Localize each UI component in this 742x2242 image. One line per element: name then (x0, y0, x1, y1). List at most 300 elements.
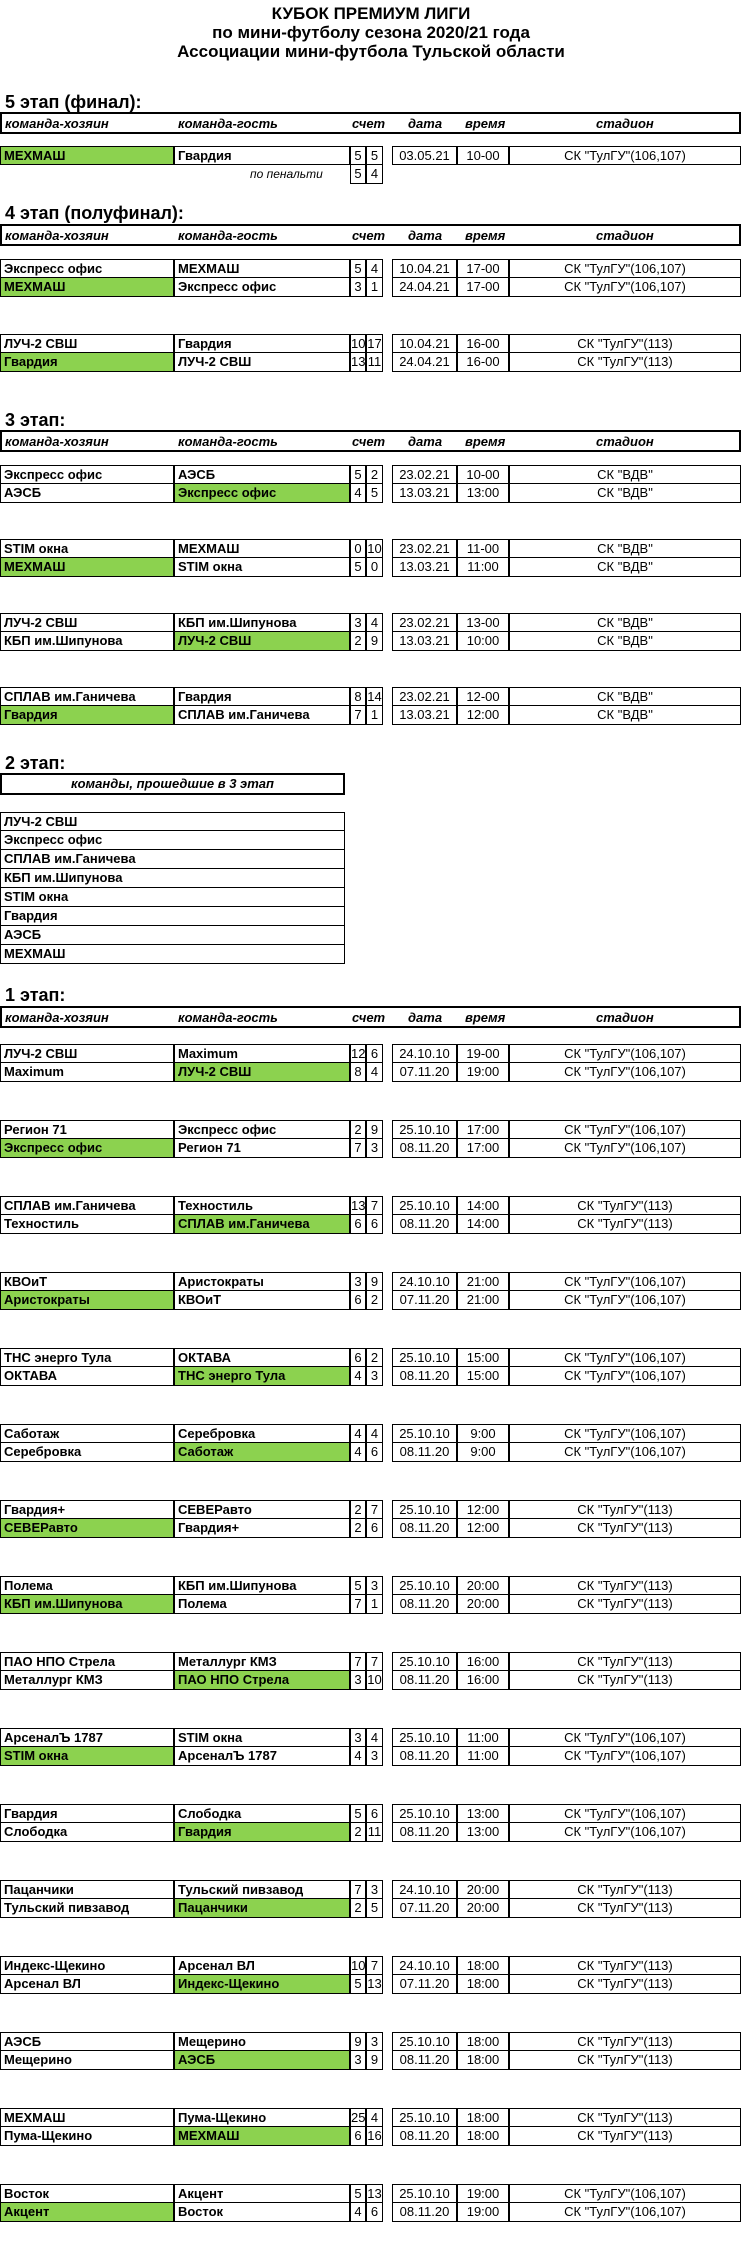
home-team: Аристократы (0, 1291, 174, 1310)
stadium: СК "ТулГУ"(113) (509, 1215, 741, 1234)
match-row (0, 1519, 741, 1538)
match-row (0, 1139, 741, 1158)
guest-team: СЕВЕРавто (174, 1500, 350, 1519)
score-guest: 7 (366, 1196, 383, 1215)
guest-team: МЕХМАШ (174, 259, 350, 278)
match-row (0, 687, 741, 706)
guest-team: ЛУЧ-2 СВШ (174, 353, 350, 372)
section-stage3: 3 этап: (5, 410, 66, 430)
stadium: СК "ВДВ" (509, 558, 741, 577)
home-team: Пума-Щекино (0, 2127, 174, 2146)
score-guest: 3 (366, 1367, 383, 1386)
guest-team: СПЛАВ им.Ганичева (174, 1215, 350, 1234)
page-titles (0, 4, 742, 61)
penalty-row (0, 165, 741, 184)
score-home: 5 (350, 259, 366, 278)
guest-team: Экспресс офис (174, 278, 350, 297)
match-row (0, 1804, 741, 1823)
score-home: 13 (350, 353, 366, 372)
match-row (0, 1595, 741, 1614)
header-home: команда-хозяин (5, 1010, 109, 1025)
header-guest: команда-гость (178, 116, 278, 131)
match-time: 20:00 (457, 1880, 509, 1899)
stadium: СК "ВДВ" (509, 539, 741, 558)
guest-team: STIM окна (174, 558, 350, 577)
score-home: 4 (350, 1443, 366, 1462)
home-team: КБП им.Шипунова (0, 1595, 174, 1614)
score-guest: 13 (366, 1975, 383, 1994)
stadium: СК "ТулГУ"(106,107) (509, 1823, 741, 1842)
match-time: 16-00 (457, 353, 509, 372)
match-time: 13-00 (457, 613, 509, 632)
match-time: 10-00 (457, 146, 509, 165)
header-time: время (465, 1010, 506, 1025)
match-row (0, 1120, 741, 1139)
match-date: 08.11.20 (392, 1823, 457, 1842)
score-guest: 16 (366, 2127, 383, 2146)
stadium: СК "ТулГУ"(106,107) (509, 2203, 741, 2222)
home-team: АЭСБ (0, 484, 174, 503)
match-date: 25.10.10 (392, 1652, 457, 1671)
guest-team: Пацанчики (174, 1899, 350, 1918)
match-time: 20:00 (457, 1576, 509, 1595)
home-team: Экспресс офис (0, 465, 174, 484)
stadium: СК "ТулГУ"(113) (509, 1899, 741, 1918)
qualified-team: STIM окна (0, 888, 345, 907)
match-time: 16:00 (457, 1652, 509, 1671)
qualified-team: Гвардия (0, 907, 345, 926)
score-guest: 6 (366, 1215, 383, 1234)
match-date: 10.04.21 (392, 259, 457, 278)
score-home: 7 (350, 1880, 366, 1899)
score-guest: 4 (366, 2108, 383, 2127)
stadium: СК "ТулГУ"(113) (509, 1975, 741, 1994)
score-guest: 9 (366, 2051, 383, 2070)
match-time: 14:00 (457, 1196, 509, 1215)
header-guest: команда-гость (178, 1010, 278, 1025)
stadium: СК "ТулГУ"(106,107) (509, 1728, 741, 1747)
match-row (0, 1367, 741, 1386)
guest-team: ЛУЧ-2 СВШ (174, 632, 350, 651)
section-stage4: 4 этап (полуфинал): (5, 203, 184, 223)
score-guest: 1 (366, 278, 383, 297)
score-home: 5 (350, 558, 366, 577)
score-guest: 1 (366, 706, 383, 725)
guest-team: ТНС энерго Тула (174, 1367, 350, 1386)
match-time: 17-00 (457, 278, 509, 297)
score-guest: 1 (366, 1595, 383, 1614)
match-date: 08.11.20 (392, 1443, 457, 1462)
header-time: время (465, 434, 506, 449)
match-row (0, 1823, 741, 1842)
score-home: 10 (351, 1958, 366, 1973)
table-header (0, 112, 741, 134)
score-guest: 17 (367, 336, 382, 351)
match-row (0, 632, 741, 651)
stadium: СК "ТулГУ"(113) (509, 2051, 741, 2070)
score-home: 9 (350, 2032, 366, 2051)
home-team: Пацанчики (0, 1880, 174, 1899)
guest-team: Арсенал ВЛ (174, 1956, 350, 1975)
match-row (0, 1500, 741, 1519)
match-date: 24.04.21 (392, 278, 457, 297)
score-home: 2 (350, 1120, 366, 1139)
stadium: СК "ТулГУ"(113) (509, 2108, 741, 2127)
header-stadium: стадион (596, 1010, 654, 1025)
match-row (0, 1272, 741, 1291)
home-team: МЕХМАШ (0, 2108, 174, 2127)
score-home: 5 (350, 146, 366, 165)
header-home: команда-хозяин (5, 434, 109, 449)
stadium: СК "ТулГУ"(113) (509, 1500, 741, 1519)
score-guest: 7 (366, 1956, 383, 1975)
match-time: 21:00 (457, 1291, 509, 1310)
guest-team: Maximum (174, 1044, 350, 1063)
guest-team: STIM окна (174, 1728, 350, 1747)
match-row (0, 353, 741, 372)
home-team: Полема (0, 1576, 174, 1595)
score-guest: 3 (366, 1139, 383, 1158)
match-row (0, 2108, 741, 2127)
match-row (0, 539, 741, 558)
header-guest: команда-гость (178, 228, 278, 243)
guest-team: Экспресс офис (174, 1120, 350, 1139)
qualified-team: Экспресс офис (0, 831, 345, 850)
score-guest: 9 (366, 1272, 383, 1291)
match-row (0, 1880, 741, 1899)
table-header (0, 224, 741, 246)
home-team: АЭСБ (0, 2032, 174, 2051)
home-team: ЛУЧ-2 СВШ (0, 334, 174, 353)
score-home: 4 (350, 1747, 366, 1766)
match-date: 08.11.20 (392, 1671, 457, 1690)
match-time: 19:00 (457, 1063, 509, 1082)
match-row (0, 2184, 741, 2203)
match-date: 08.11.20 (392, 1215, 457, 1234)
score-guest: 4 (366, 613, 383, 632)
match-date: 13.03.21 (392, 484, 457, 503)
score-guest: 9 (366, 1120, 383, 1139)
match-time: 14:00 (457, 1215, 509, 1234)
score-home: 10 (351, 336, 366, 351)
match-row (0, 2032, 741, 2051)
match-date: 23.02.21 (392, 687, 457, 706)
guest-team: Акцент (174, 2184, 350, 2203)
score-home: 2 (350, 1500, 366, 1519)
stadium: СК "ТулГУ"(106,107) (509, 1348, 741, 1367)
stadium: СК "ТулГУ"(106,107) (509, 1291, 741, 1310)
home-team: Металлург КМЗ (0, 1671, 174, 1690)
match-time: 18:00 (457, 1975, 509, 1994)
match-time: 11:00 (457, 1747, 509, 1766)
stadium: СК "ТулГУ"(106,107) (509, 2184, 741, 2203)
match-time: 9:00 (457, 1443, 509, 1462)
home-team: МЕХМАШ (0, 558, 174, 577)
stadium: СК "ТулГУ"(106,107) (509, 1424, 741, 1443)
stadium: СК "ТулГУ"(113) (509, 1519, 741, 1538)
stadium: СК "ТулГУ"(113) (509, 1956, 741, 1975)
match-row (0, 1576, 741, 1595)
score-guest: 3 (366, 2032, 383, 2051)
guest-team: ЛУЧ-2 СВШ (174, 1063, 350, 1082)
guest-team: АЭСБ (174, 2051, 350, 2070)
table-header (0, 1006, 741, 1028)
stadium: СК "ТулГУ"(106,107) (509, 146, 741, 165)
page-subtitle-association: Ассоциации мини-футбола Тульской области (177, 42, 565, 61)
match-date: 23.02.21 (392, 613, 457, 632)
match-row (0, 1899, 741, 1918)
match-date: 24.10.10 (392, 1272, 457, 1291)
match-row (0, 1956, 741, 1975)
match-date: 25.10.10 (392, 1120, 457, 1139)
home-team: Регион 71 (0, 1120, 174, 1139)
score-guest: 6 (366, 1044, 383, 1063)
match-date: 24.10.10 (392, 1880, 457, 1899)
match-time: 18:00 (457, 2127, 509, 2146)
score-guest: 5 (366, 1899, 383, 1918)
match-time: 10-00 (457, 465, 509, 484)
score-home: 3 (350, 613, 366, 632)
guest-team: Серебровка (174, 1424, 350, 1443)
guest-team: Гвардия (174, 146, 350, 165)
match-time: 13:00 (457, 1823, 509, 1842)
guest-team: Слободка (174, 1804, 350, 1823)
match-row (0, 1747, 741, 1766)
guest-team: Экспресс офис (174, 484, 350, 503)
match-date: 25.10.10 (392, 2184, 457, 2203)
guest-team: Металлург КМЗ (174, 1652, 350, 1671)
header-stadium: стадион (596, 228, 654, 243)
guest-team: Регион 71 (174, 1139, 350, 1158)
score-guest: 3 (366, 1880, 383, 1899)
match-date: 07.11.20 (392, 1975, 457, 1994)
home-team: СПЛАВ им.Ганичева (0, 687, 174, 706)
score-guest: 2 (366, 1348, 383, 1367)
score-guest: 6 (366, 2203, 383, 2222)
header-stadium: стадион (596, 116, 654, 131)
guest-team: Гвардия (174, 1823, 350, 1842)
match-date: 25.10.10 (392, 1500, 457, 1519)
guest-team: Гвардия (174, 334, 350, 353)
match-time: 17:00 (457, 1139, 509, 1158)
score-guest: 6 (366, 1519, 383, 1538)
match-time: 11:00 (457, 1728, 509, 1747)
guest-team: КБП им.Шипунова (174, 1576, 350, 1595)
penalty-home: 5 (350, 165, 366, 184)
score-home: 5 (350, 1804, 366, 1823)
score-home: 25 (351, 2110, 366, 2125)
match-date: 08.11.20 (392, 1139, 457, 1158)
penalty-label: по пенальти (250, 167, 323, 181)
home-team: Техностиль (0, 1215, 174, 1234)
stadium: СК "ТулГУ"(113) (509, 1576, 741, 1595)
score-guest: 2 (366, 465, 383, 484)
stadium: СК "ВДВ" (509, 484, 741, 503)
stadium: СК "ТулГУ"(113) (509, 353, 741, 372)
match-date: 25.10.10 (392, 1804, 457, 1823)
match-row (0, 613, 741, 632)
score-guest: 13 (367, 2186, 382, 2201)
match-row (0, 484, 741, 503)
section-stage5: 5 этап (финал): (5, 92, 142, 112)
match-time: 20:00 (457, 1899, 509, 1918)
match-time: 16-00 (457, 334, 509, 353)
match-row (0, 278, 741, 297)
home-team: STIM окна (0, 1747, 174, 1766)
stadium: СК "ТулГУ"(113) (509, 1595, 741, 1614)
score-guest: 3 (366, 1576, 383, 1595)
match-time: 9:00 (457, 1424, 509, 1443)
score-home: 4 (350, 2203, 366, 2222)
match-time: 18:00 (457, 2051, 509, 2070)
header-time: время (465, 228, 506, 243)
match-row (0, 1044, 741, 1063)
header-home: команда-хозяин (5, 116, 109, 131)
home-team: Арсенал ВЛ (0, 1975, 174, 1994)
guest-team: АрсеналЪ 1787 (174, 1747, 350, 1766)
stage2-subtitle: команды, прошедшие в 3 этап (0, 773, 345, 795)
match-time: 12:00 (457, 1500, 509, 1519)
home-team: ЛУЧ-2 СВШ (0, 1044, 174, 1063)
match-date: 08.11.20 (392, 2051, 457, 2070)
match-row (0, 1215, 741, 1234)
match-time: 18:00 (457, 2032, 509, 2051)
score-guest: 2 (366, 1291, 383, 1310)
home-team: Гвардия+ (0, 1500, 174, 1519)
score-guest: 4 (366, 259, 383, 278)
score-home: 6 (350, 1291, 366, 1310)
match-time: 18:00 (457, 1956, 509, 1975)
match-date: 25.10.10 (392, 1576, 457, 1595)
guest-team: МЕХМАШ (174, 539, 350, 558)
match-time: 12:00 (457, 1519, 509, 1538)
match-date: 08.11.20 (392, 1519, 457, 1538)
score-guest: 6 (366, 1804, 383, 1823)
header-score: счет (352, 116, 386, 131)
qualified-team: КБП им.Шипунова (0, 869, 345, 888)
home-team: ОКТАВА (0, 1367, 174, 1386)
match-time: 16:00 (457, 1671, 509, 1690)
match-date: 25.10.10 (392, 1348, 457, 1367)
match-row (0, 1196, 741, 1215)
guest-team: Тульский пивзавод (174, 1880, 350, 1899)
stadium: СК "ВДВ" (509, 706, 741, 725)
guest-team: Индекс-Щекино (174, 1975, 350, 1994)
score-home: 2 (350, 1899, 366, 1918)
match-date: 24.10.10 (392, 1044, 457, 1063)
match-time: 10:00 (457, 632, 509, 651)
home-team: СЕВЕРавто (0, 1519, 174, 1538)
stadium: СК "ТулГУ"(113) (509, 1652, 741, 1671)
match-date: 08.11.20 (392, 1747, 457, 1766)
match-time: 18:00 (457, 2108, 509, 2127)
score-home: 2 (350, 1519, 366, 1538)
match-time: 12-00 (457, 687, 509, 706)
score-home: 3 (350, 1728, 366, 1747)
home-team: МЕХМАШ (0, 278, 174, 297)
header-score: счет (352, 228, 386, 243)
guest-team: МЕХМАШ (174, 2127, 350, 2146)
stadium: СК "ТулГУ"(106,107) (509, 1367, 741, 1386)
match-time: 15:00 (457, 1367, 509, 1386)
match-date: 07.11.20 (392, 1291, 457, 1310)
guest-team: КВОиТ (174, 1291, 350, 1310)
match-date: 23.02.21 (392, 465, 457, 484)
match-row (0, 2051, 741, 2070)
match-time: 11:00 (457, 558, 509, 577)
home-team: Саботаж (0, 1424, 174, 1443)
stadium: СК "ТулГУ"(106,107) (509, 1139, 741, 1158)
match-time: 12:00 (457, 706, 509, 725)
home-team: Maximum (0, 1063, 174, 1082)
match-date: 08.11.20 (392, 2203, 457, 2222)
stadium: СК "ВДВ" (509, 632, 741, 651)
match-row (0, 1443, 741, 1462)
match-row (0, 1348, 741, 1367)
stadium: СК "ТулГУ"(113) (509, 2127, 741, 2146)
match-row (0, 259, 741, 278)
match-date: 23.02.21 (392, 539, 457, 558)
score-guest: 4 (366, 1424, 383, 1443)
score-guest: 10 (366, 1671, 383, 1690)
score-home: 5 (350, 465, 366, 484)
guest-team: Саботаж (174, 1443, 350, 1462)
guest-team: Аристократы (174, 1272, 350, 1291)
stadium: СК "ТулГУ"(106,107) (509, 1272, 741, 1291)
match-date: 10.04.21 (392, 334, 457, 353)
score-home: 6 (350, 1348, 366, 1367)
score-home: 2 (350, 1823, 366, 1842)
match-date: 13.03.21 (392, 632, 457, 651)
guest-team: Техностиль (174, 1196, 350, 1215)
match-time: 19-00 (457, 1044, 509, 1063)
page-title: КУБОК ПРЕМИУМ ЛИГИ (271, 4, 471, 23)
match-date: 25.10.10 (392, 1424, 457, 1443)
match-time: 11-00 (457, 539, 509, 558)
match-row (0, 334, 741, 353)
match-time: 19:00 (457, 2184, 509, 2203)
match-time: 17-00 (457, 259, 509, 278)
header-date: дата (408, 434, 443, 449)
match-row (0, 1291, 741, 1310)
score-home: 2 (350, 632, 366, 651)
home-team: Серебровка (0, 1443, 174, 1462)
home-team: Гвардия (0, 353, 174, 372)
match-date: 07.11.20 (392, 1063, 457, 1082)
table-header (0, 430, 741, 452)
score-guest: 10 (367, 541, 382, 556)
home-team: Акцент (0, 2203, 174, 2222)
match-date: 24.10.10 (392, 1956, 457, 1975)
score-home: 5 (350, 1576, 366, 1595)
match-row (0, 1424, 741, 1443)
home-team: STIM окна (0, 539, 174, 558)
stadium: СК "ВДВ" (509, 465, 741, 484)
stadium: СК "ТулГУ"(106,107) (509, 1063, 741, 1082)
home-team: ЛУЧ-2 СВШ (0, 613, 174, 632)
guest-team: АЭСБ (174, 465, 350, 484)
guest-team: Полема (174, 1595, 350, 1614)
header-date: дата (408, 228, 443, 243)
guest-team: КБП им.Шипунова (174, 613, 350, 632)
guest-team: Пума-Щекино (174, 2108, 350, 2127)
match-row (0, 1671, 741, 1690)
header-date: дата (408, 116, 443, 131)
score-home: 4 (350, 484, 366, 503)
match-date: 25.10.10 (392, 2032, 457, 2051)
score-home: 6 (350, 1215, 366, 1234)
score-home: 5 (350, 1975, 366, 1994)
